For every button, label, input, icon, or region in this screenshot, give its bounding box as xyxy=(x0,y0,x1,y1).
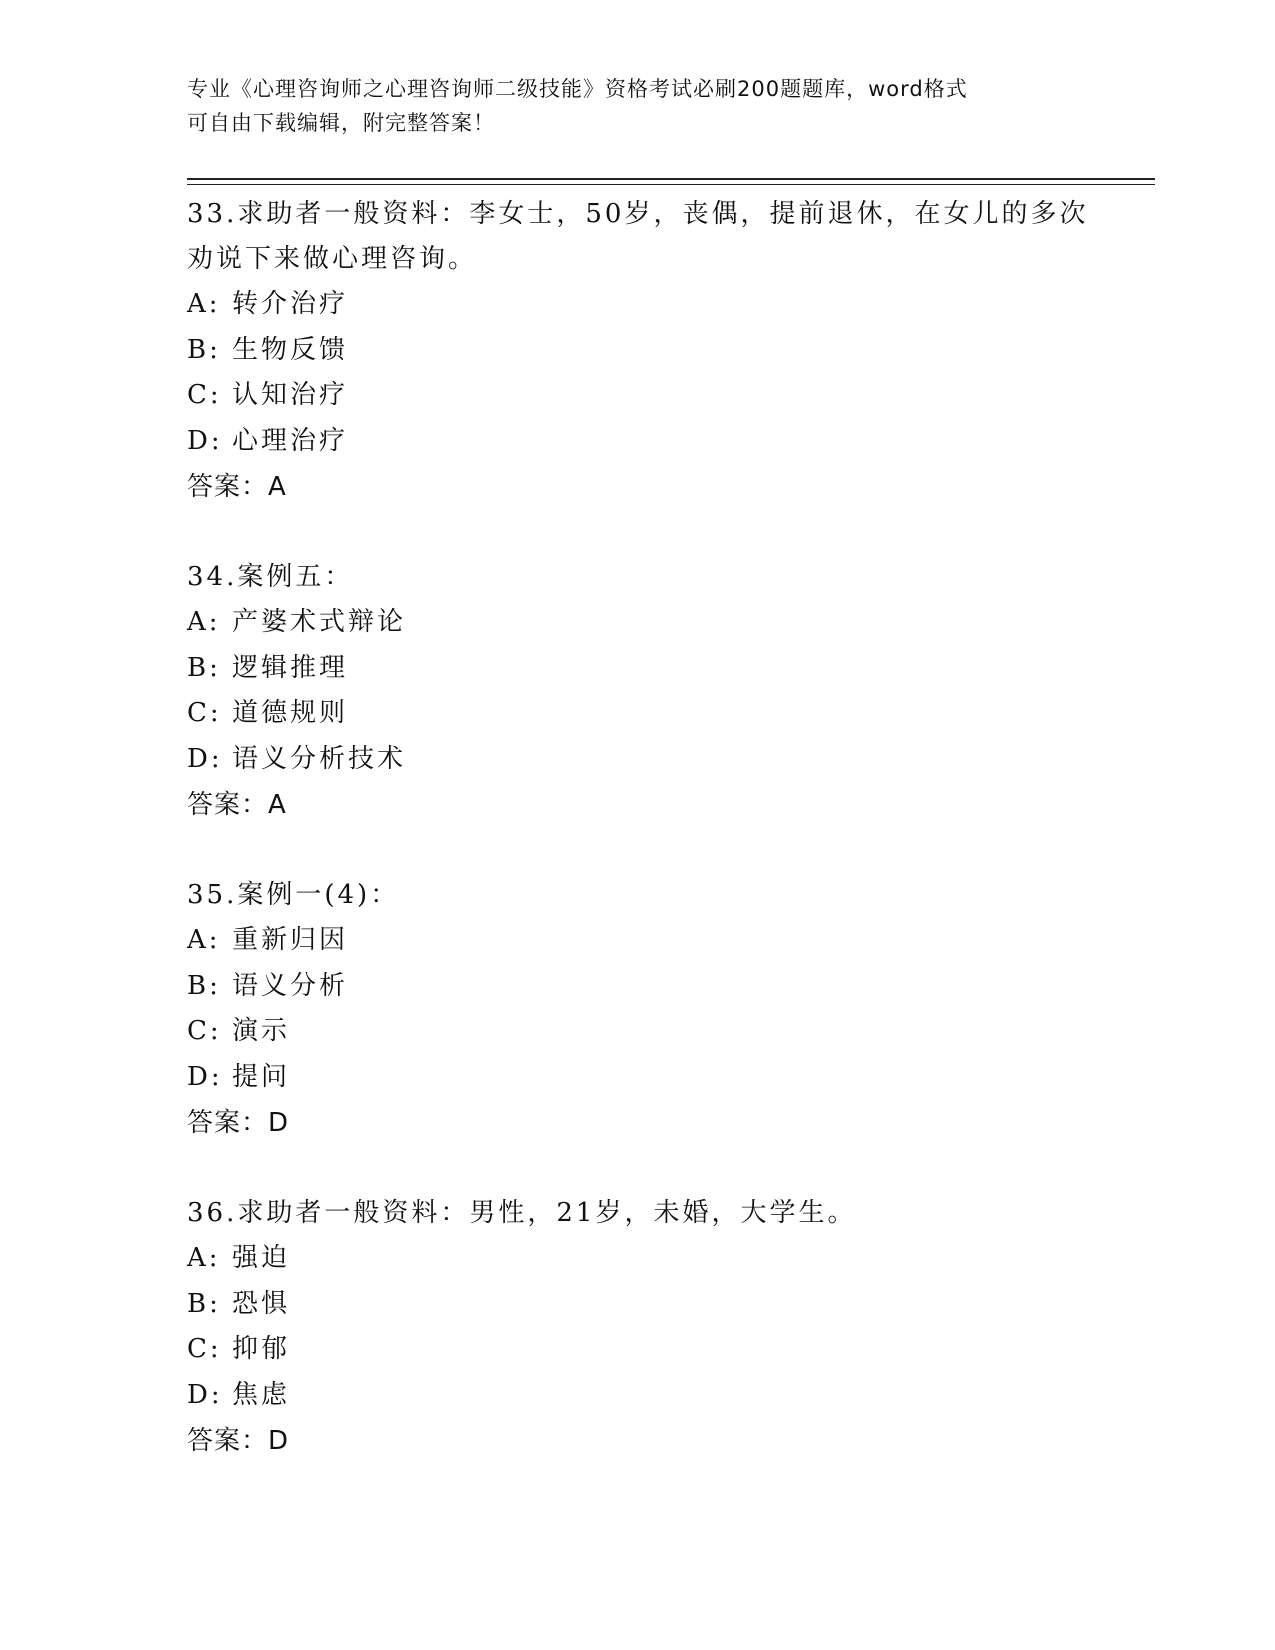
answer-line: 答案：A xyxy=(187,472,287,502)
option-d xyxy=(187,1055,1107,1101)
question-number: 35. xyxy=(187,880,238,910)
question-35 xyxy=(187,873,1107,1146)
option-letter: A: xyxy=(187,1243,221,1273)
option-text: 认知治疗 xyxy=(232,380,349,410)
option-letter: C: xyxy=(187,1334,222,1364)
answer-line: 答案：D xyxy=(187,1426,290,1456)
question-34 xyxy=(187,555,1107,828)
option-text: 演示 xyxy=(232,1016,291,1046)
option-text: 道德规则 xyxy=(232,698,349,728)
option-b xyxy=(187,964,1107,1010)
option-b xyxy=(187,328,1107,374)
option-d xyxy=(187,419,1107,465)
question-stem: 求助者一般资料：李女士，50岁，丧偶，提前退休，在女儿的多次劝说下来做心理咨询。 xyxy=(187,199,1089,274)
option-letter: A: xyxy=(187,607,221,637)
question-number: 36. xyxy=(187,1198,238,1228)
option-c xyxy=(187,373,1107,419)
question-33 xyxy=(187,192,1107,510)
option-a xyxy=(187,282,1107,328)
option-letter: B: xyxy=(187,334,221,365)
option-letter: C: xyxy=(187,380,222,410)
option-letter: B: xyxy=(187,970,221,1001)
option-c xyxy=(187,1009,1107,1055)
option-text: 语义分析 xyxy=(232,970,349,1001)
option-a xyxy=(187,918,1107,964)
option-text: 抑郁 xyxy=(232,1334,291,1364)
option-text: 语义分析技术 xyxy=(232,743,407,774)
option-letter: A: xyxy=(187,925,221,955)
header-title-line: 专业《心理咨询师之心理咨询师二级技能》资格考试必刷200题题库，word格式 xyxy=(187,77,968,101)
header-subtitle-line: 可自由下载编辑，附完整答案！ xyxy=(187,111,495,135)
option-text: 提问 xyxy=(232,1061,291,1092)
answer-line: 答案：D xyxy=(187,1108,290,1138)
question-stem: 求助者一般资料：男性，21岁，未婚，大学生。 xyxy=(237,1198,857,1228)
option-b xyxy=(187,1282,1107,1328)
question-text xyxy=(187,873,1107,918)
option-text: 焦虑 xyxy=(232,1379,291,1410)
option-letter: C: xyxy=(187,698,222,728)
option-d xyxy=(187,1373,1107,1419)
option-d xyxy=(187,737,1107,783)
option-letter: D: xyxy=(187,1061,223,1092)
option-letter: B: xyxy=(187,652,221,683)
option-text: 强迫 xyxy=(232,1243,291,1273)
question-36 xyxy=(187,1191,1107,1464)
option-letter: D: xyxy=(187,1379,223,1410)
document-header xyxy=(187,72,1067,140)
option-text: 生物反馈 xyxy=(232,334,349,365)
question-list xyxy=(187,192,1107,1509)
option-text: 恐惧 xyxy=(232,1288,291,1319)
option-c xyxy=(187,1327,1107,1373)
question-stem: 案例一(4)： xyxy=(237,880,400,910)
option-a xyxy=(187,1236,1107,1282)
option-text: 逻辑推理 xyxy=(232,652,349,683)
question-number: 34. xyxy=(187,562,238,592)
question-number: 33. xyxy=(187,199,238,229)
header-divider xyxy=(187,178,1155,185)
option-letter: D: xyxy=(187,425,223,456)
question-text xyxy=(187,192,1107,282)
option-text: 重新归因 xyxy=(232,925,349,955)
option-a xyxy=(187,600,1107,646)
question-stem: 案例五： xyxy=(237,562,354,592)
option-c xyxy=(187,691,1107,737)
option-text: 转介治疗 xyxy=(232,289,349,319)
option-text: 心理治疗 xyxy=(232,425,349,456)
option-letter: A: xyxy=(187,289,221,319)
option-text: 产婆术式辩论 xyxy=(232,607,407,637)
answer-line: 答案：A xyxy=(187,790,287,820)
option-letter: B: xyxy=(187,1288,221,1319)
question-text xyxy=(187,555,1107,600)
option-letter: D: xyxy=(187,743,223,774)
question-text xyxy=(187,1191,1107,1236)
option-letter: C: xyxy=(187,1016,222,1046)
option-b xyxy=(187,646,1107,692)
